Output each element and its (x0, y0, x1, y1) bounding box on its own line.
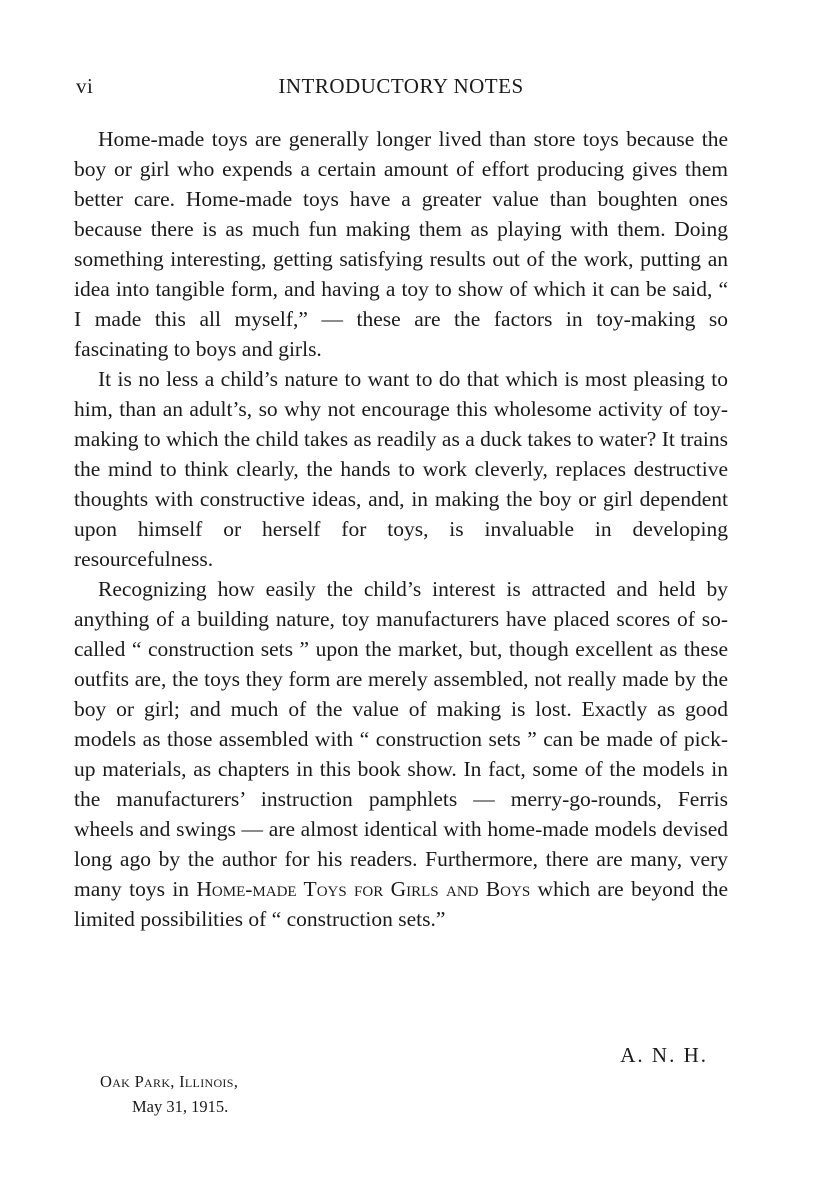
book-title: Home-made Toys for Girls and Boys (196, 877, 531, 901)
paragraph-2: It is no less a child’s nature to want to do that which is most pleasing to him, than an adult’s, so why not encourage this wholesome activity of toy-making to which the child takes as readily as a duck takes to water? It trains the mind to think clearly, the hands to work cleverly, replaces destructive thoughts with constructive ideas, and, in making the boy or girl dependent upon himself or herself for toys, is invaluable in developing resourcefulness. (74, 367, 728, 571)
author-initials: A. N. H. (620, 1043, 708, 1067)
paragraph-3 (74, 574, 728, 934)
date-line: May 31, 1915. (132, 1097, 229, 1116)
paragraph-1: Home-made toys are generally longer lived than store toys because the boy or girl who expends a certain amount of effort producing gives them better care. Home-made toys have a greater value than boughten ones because there is as much fun making them as playing with them. Doing something interesting, getting satisfying results out of the work, putting an idea into tangible form, and having a toy to show of which it can be said, “ I made this all myself,” — these are the factors in toy-making so fascinating to boys and girls. (74, 127, 728, 361)
running-head (76, 74, 726, 104)
paragraph-3-text-end: which are beyond the limited possibilities of “ construction sets.” (74, 877, 728, 931)
place-line: Oak Park, Illinois, (100, 1072, 239, 1091)
paragraph-3-text-start: Recognizing how easily the child’s interest is attracted and held by anything of a building nature, toy manufacturers have placed scores of so-called “ construction sets ” upon the market, but, though excellent as these outfits are, the toys they form are merely assembled, not really made by the boy or girl; and much of the value of making is lost. Exactly as good models as those assembled with “ construction sets ” can be made of pick-up materials, as chapters in this book show. In fact, some of the models in the manufacturers’ instruction pamphlets — merry-go-rounds, Ferris wheels and swings — are almost identical with home-made models devised long ago by the author for his readers. Furthermore, there are many, very many toys in (74, 577, 728, 901)
body-text (74, 124, 728, 934)
running-title: INTRODUCTORY NOTES (278, 74, 524, 98)
page-number: vi (76, 74, 94, 98)
